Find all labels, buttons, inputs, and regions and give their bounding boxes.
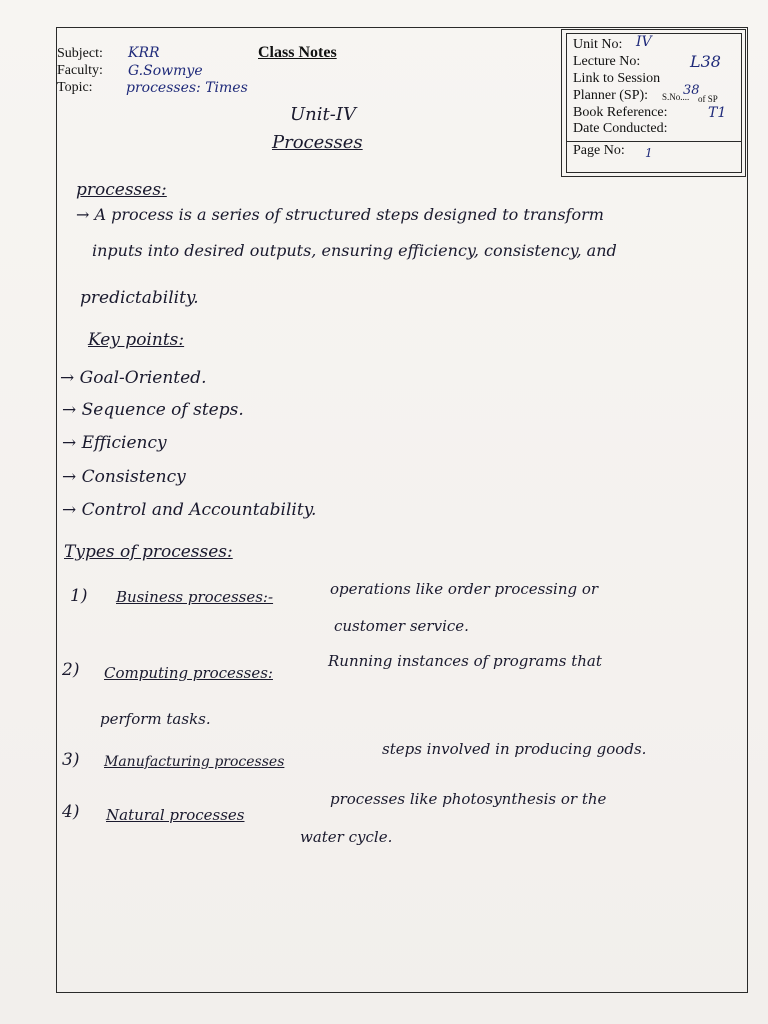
definition-heading: processes: [76,180,167,200]
type-description-cont: water cycle. [300,828,393,846]
page-no-value: 1 [645,146,653,160]
type-description: steps involved in producing goods. [382,740,647,758]
type-description-cont: perform tasks. [100,710,211,728]
page-title: Class Notes [258,44,337,61]
planner-suffix: of SP [698,94,718,104]
type-name: Business processes:- [116,588,274,606]
unit-box-divider [566,141,742,142]
planner-value: 38 [683,83,700,98]
type-description: operations like order processing or [330,580,599,598]
type-name: Natural processes [106,806,245,824]
lecture-value: L38 [690,52,721,71]
type-description-cont: customer service. [334,617,469,635]
lecture-label: Lecture No: [573,54,641,69]
key-point-item: → Sequence of steps. [62,400,244,420]
subject-label: Subject: [57,46,103,61]
book-label: Book Reference: [573,105,668,120]
type-number: 4) [62,802,80,822]
definition-line-3: predictability. [80,288,199,308]
date-label: Date Conducted: [573,121,668,136]
type-number: 1) [70,586,88,606]
definition-line-1: → A process is a series of structured steps designed to transform [76,205,604,224]
types-heading: Types of processes: [64,542,233,562]
type-description: Running instances of programs that [328,652,602,670]
type-name: Manufacturing processes [104,754,285,770]
planner-sno: S.No.... [662,92,690,102]
topic-value: processes: Times [126,80,248,96]
key-points-heading: Key points: [88,330,185,350]
unit-value: IV [636,34,652,50]
type-number: 3) [62,750,80,770]
key-point-item: → Control and Accountability. [62,500,317,520]
type-description: processes like photosynthesis or the [330,790,607,808]
definition-line-2: inputs into desired outputs, ensuring efficiency, consistency, and [92,241,617,260]
planner-label: Planner (SP): [573,88,649,103]
faculty-label: Faculty: [57,63,103,78]
type-number: 2) [62,660,80,680]
key-point-item: → Efficiency [62,433,167,453]
unit-label: Unit No: [573,37,623,52]
book-value: T1 [708,105,727,121]
key-point-item: → Goal-Oriented. [60,368,207,388]
link-label: Link to Session [573,71,661,86]
subject-value: KRR [128,45,160,61]
unit-heading: Unit-IV [290,104,356,125]
type-name: Computing processes: [104,664,273,682]
topic-label: Topic: [57,80,93,95]
faculty-value: G.Sowmye [128,63,203,79]
page-no-label: Page No: [573,143,625,158]
section-heading: Processes [272,132,363,153]
key-point-item: → Consistency [62,467,186,487]
